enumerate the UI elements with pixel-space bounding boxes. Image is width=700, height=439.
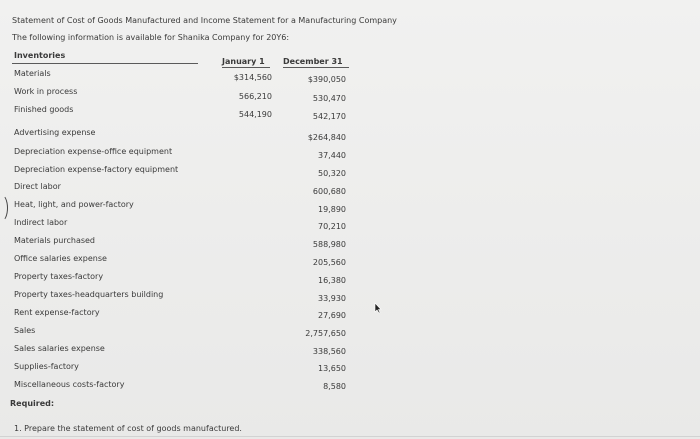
inventory-jan-value: 544,190 <box>238 110 272 119</box>
col-header-january: January 1 <box>222 57 265 66</box>
document-title: Statement of Cost of Goods Manufactured and Income Statement for a Manufacturing Company <box>12 16 397 25</box>
item-label: Sales <box>14 326 36 335</box>
item-label: Direct labor <box>14 182 61 191</box>
item-label: Miscellaneous costs-factory <box>14 380 125 389</box>
item-value: 205,560 <box>312 258 346 267</box>
inventory-dec-value: 530,470 <box>312 94 346 103</box>
december-rule <box>283 67 349 68</box>
item-value: 13,650 <box>318 364 346 373</box>
item-value: $264,840 <box>307 133 346 142</box>
inventory-label: Finished goods <box>14 105 74 114</box>
inventory-label: Work in process <box>14 87 78 96</box>
item-label: Advertising expense <box>14 128 96 137</box>
item-value: 70,210 <box>318 222 346 231</box>
item-value: 588,980 <box>312 240 346 249</box>
required-task-1: 1. Prepare the statement of cost of goods manufactured. <box>14 424 242 433</box>
january-rule <box>222 67 270 68</box>
mouse-pointer-icon <box>374 302 382 314</box>
inventory-jan-value: $314,560 <box>233 73 272 82</box>
item-label: Supplies-factory <box>14 362 79 371</box>
item-value: 338,560 <box>312 347 346 356</box>
item-value: 600,680 <box>312 187 346 196</box>
inventory-dec-value: 542,170 <box>312 112 346 121</box>
item-value: 8,580 <box>323 382 346 391</box>
item-label: Indirect labor <box>14 218 68 227</box>
item-value: 16,380 <box>318 276 346 285</box>
item-value: 50,320 <box>318 169 346 178</box>
item-value: 33,930 <box>318 294 346 303</box>
item-label: Property taxes-headquarters building <box>14 290 164 299</box>
intro-text: The following information is available for Shanika Company for 20Y6: <box>12 33 290 42</box>
item-label: Property taxes-factory <box>14 272 104 281</box>
item-label: Depreciation expense-office equipment <box>14 147 173 156</box>
item-value: 2,757,650 <box>305 329 346 338</box>
item-label: Depreciation expense-factory equipment <box>14 165 179 174</box>
required-heading: Required: <box>10 399 55 408</box>
item-value: 37,440 <box>318 151 346 160</box>
page-edge-arc <box>0 194 8 222</box>
inventory-label: Materials <box>14 69 51 78</box>
item-value: 19,890 <box>318 205 346 214</box>
item-label: Heat, light, and power-factory <box>14 200 134 209</box>
item-value: 27,690 <box>318 311 346 320</box>
inventory-jan-value: 566,210 <box>238 92 272 101</box>
item-label: Office salaries expense <box>14 254 107 263</box>
inventories-rule-left <box>12 63 198 64</box>
divider <box>0 436 700 437</box>
col-header-december: December 31 <box>283 57 343 66</box>
item-label: Materials purchased <box>14 236 96 245</box>
item-label: Rent expense-factory <box>14 308 100 317</box>
item-label: Sales salaries expense <box>14 344 105 353</box>
inventory-dec-value: $390,050 <box>307 75 346 84</box>
inventories-heading: Inventories <box>14 51 66 60</box>
